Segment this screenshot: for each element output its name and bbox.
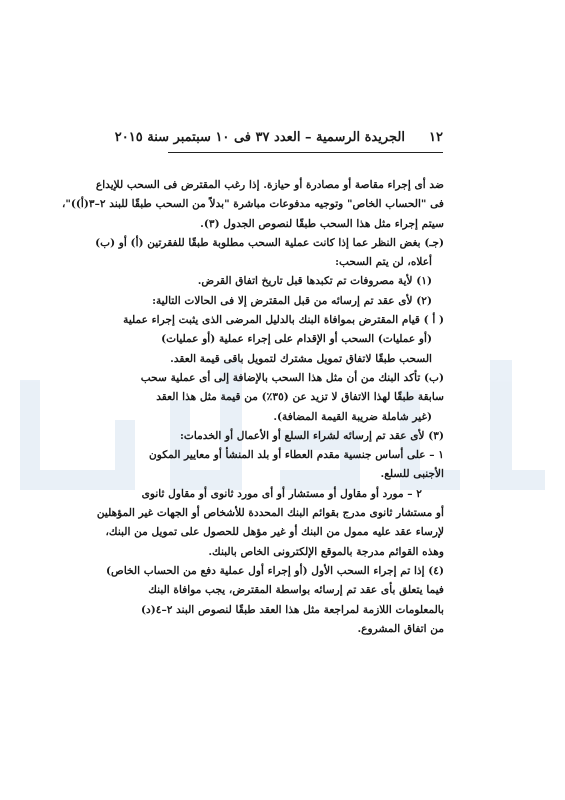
text-line: (٢) لأى عقد تم إرسائه من قبل المقترض إلا فى الحالات التالية: — [152, 294, 432, 307]
text-line: من اتفاق المشروع. — [357, 622, 444, 635]
text-line: الأجنبى للسلع. — [380, 468, 444, 481]
text-line: (٣) لأى عقد تم إرسائه لشراء السلع أو الأعمال أو الخدمات: — [179, 429, 444, 442]
text-line: (أو عمليات) السحب أو الإقدام على إجراء عملية (أو عمليات) — [161, 333, 432, 346]
text-line: (١) لأية مصروفات تم تكبدها قبل تاريخ اتفاق القرض. — [197, 275, 432, 288]
text-line: ١ – على أساس جنسية مقدم العطاء أو بلد المنشأ أو معايير المكون — [148, 449, 444, 462]
text-line: سابقة طبقًا لهذا الاتفاق لا تزيد عن (٣٥٪) من قيمة مثل هذا العقد — [156, 391, 444, 404]
text-line: (جـ) بغض النظر عما إذا كانت عملية السحب مطلوبة طبقًا للفقرتين (أ) أو (ب) — [95, 236, 444, 249]
document-body — [61, 176, 444, 639]
text-line: ( أ ) قيام المقترض بموافاة البنك بالدليل المرضى الذى يثبت إجراء عملية — [123, 314, 444, 327]
text-line: ضد أى إجراء مقاصة أو مصادرة أو حيازة. إذا رغب المقترض فى السحب للإيداع — [95, 179, 444, 191]
text-line: بالمعلومات اللازمة لمراجعة مثل هذا العقد طبقًا لنصوص البند ٢–٤(د) — [140, 603, 444, 616]
text-line: (٤) إذا تم إجراء السحب الأول (أو إجراء أول عملية دفع من الحساب الخاص) — [106, 564, 444, 577]
text-line: لإرساء عقد عليه ممول من البنك أو غير مؤهل للحصول على تمويل من البنك، — [105, 526, 444, 539]
text-line: السحب طبقًا لاتفاق تمويل مشترك لتمويل باقى قيمة العقد. — [170, 352, 432, 365]
text-line: ٢ – مورد أو مقاول أو مستشار أو أى مورد ثانوى أو مقاول ثانوى — [141, 487, 422, 500]
text-line: فى "الحساب الخاص" وتوجيه مدفوعات مباشرة "بدلاً من السحب طبقًا للبند ٢–٣(أ))"، — [61, 198, 444, 211]
text-line: وهذه القوائم مدرجة بالموقع الإلكترونى الخاص بالبنك. — [208, 545, 444, 558]
header-divider — [168, 152, 443, 153]
page-number: ١٢ — [429, 130, 443, 145]
text-line: أو مستشار ثانوى مدرج بقوائم البنك المحددة للأشخاص أو الجهات غير المؤهلين — [96, 507, 444, 520]
text-line: سيتم إجراء مثل هذا السحب طبقًا لنصوص الجدول (٣). — [200, 217, 444, 230]
text-line: (غير شاملة ضريبة القيمة المضافة). — [273, 410, 432, 423]
text-line: أعلاه، لن يتم السحب: — [335, 256, 432, 269]
text-line: (ب) تأكد البنك من أن مثل هذا السحب بالإضافة إلى أى عملية سحب — [140, 371, 444, 384]
gazette-title: الجريدة الرسمية – العدد ٣٧ فى ١٠ سبتمبر سنة ٢٠١٥ — [114, 130, 405, 145]
text-line: فيما يتعلق بأى عقد تم إرسائه بواسطة المقترض، يجب موافاة البنك — [148, 584, 444, 597]
